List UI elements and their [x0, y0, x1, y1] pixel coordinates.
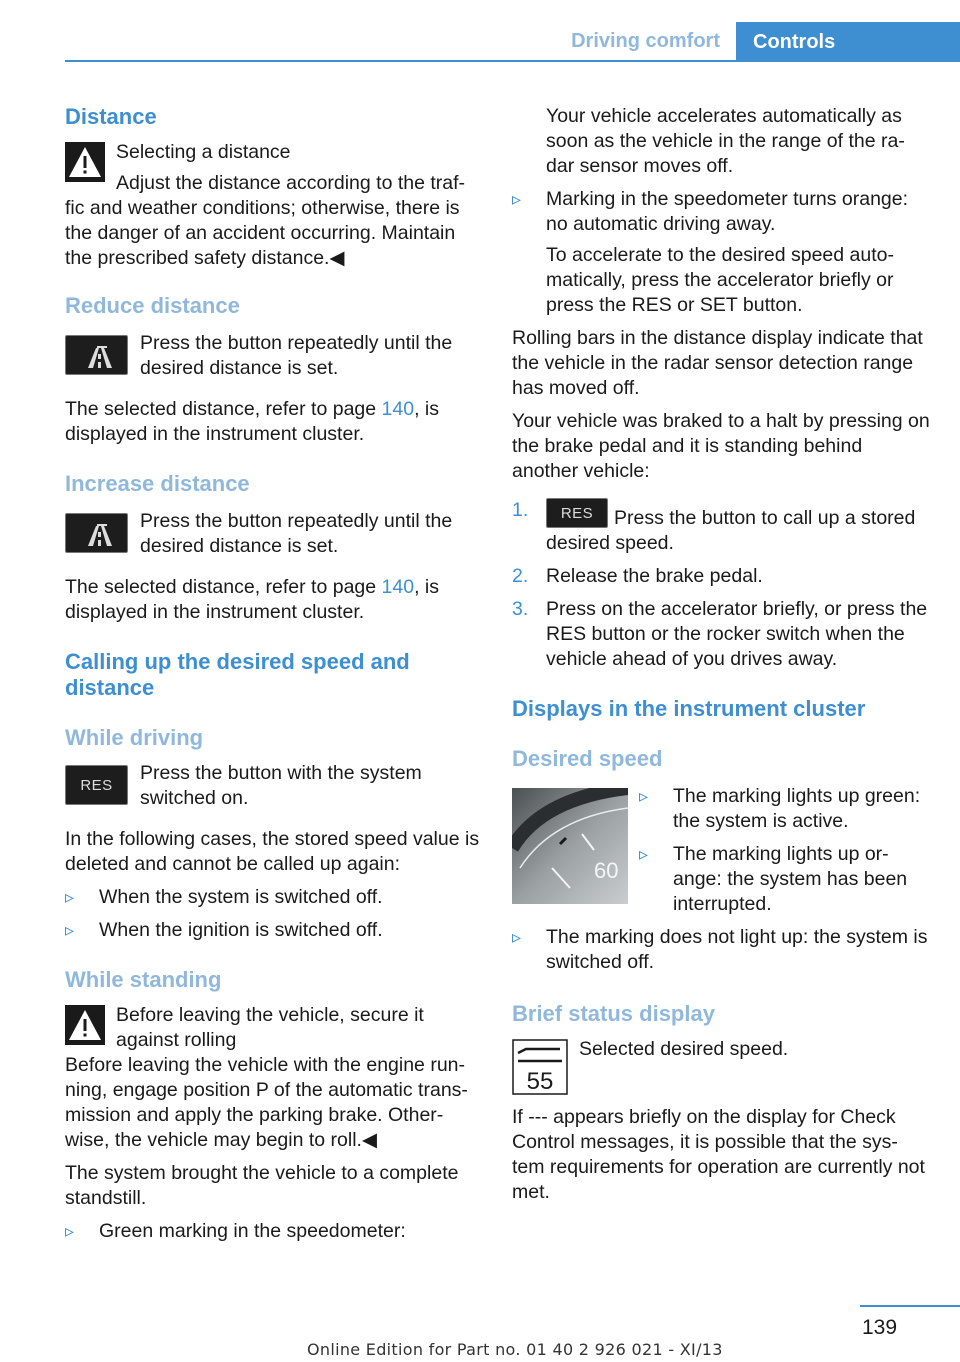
increase-heading: Increase distance — [65, 471, 250, 496]
reduce-ref-pre: The selected distance, refer to page — [65, 398, 382, 420]
warning-title: Before leaving the vehicle, secure it against rolling — [116, 1004, 424, 1051]
distance-icon — [66, 336, 129, 376]
warning-icon — [65, 1005, 105, 1045]
footer-rule — [860, 1305, 960, 1307]
increase-block — [65, 509, 480, 567]
distance-button-image — [65, 513, 128, 553]
edition-text: Online Edition for Part no. 01 40 2 926 021 - XI/13 — [307, 1340, 723, 1359]
standstill-list — [65, 1219, 480, 1244]
brief-block — [512, 1037, 932, 1099]
brief-heading: Brief status display — [512, 1001, 715, 1026]
increase-ref-post: , is displayed in the instrument cluster. — [65, 576, 439, 623]
warning-title: Selecting a distance — [116, 141, 291, 163]
speedo-value: 60 — [594, 858, 619, 883]
steps-list — [512, 498, 932, 672]
res-label: RES — [560, 504, 594, 522]
displays-heading: Displays in the instrument cluster — [512, 696, 866, 721]
list-item: ▹ When the ignition is switched off. — [65, 918, 480, 943]
warning-icon — [65, 142, 105, 182]
page-link[interactable]: 140 — [381, 576, 415, 598]
driving-block — [65, 761, 480, 819]
distance-button-image — [65, 335, 128, 375]
reduce-heading: Reduce distance — [65, 293, 240, 318]
cases-list — [65, 885, 480, 943]
distance-heading: Distance — [65, 104, 157, 129]
driving-heading: While driving — [65, 725, 204, 750]
list-item: ▹ The marking lights up green: the system is active. — [639, 784, 932, 834]
warning-distance — [65, 140, 480, 271]
rolling-text: Rolling bars in the distance display indicate that the vehicle in the radar sensor detection range has moved off. — [512, 327, 923, 399]
standing-heading: While standing — [65, 967, 222, 992]
cases-text: In the following cases, the stored speed value is deleted and cannot be called up again: — [65, 828, 480, 875]
warning-body: Adjust the distance according to the traf‐ fic and weather conditions; otherwise, there is the danger of an accident occurring. Maintain the prescribed safety distance.◀ — [65, 172, 466, 269]
speedometer-image — [512, 788, 628, 904]
list-item — [512, 597, 932, 672]
list-item: ▹ The marking does not light up: the system is switched off. — [512, 925, 932, 975]
step-text: Release the brake pedal. — [546, 565, 763, 587]
res-button-image — [546, 498, 608, 528]
marking-list — [639, 784, 932, 917]
list-item: ▹ When the system is switched off. — [65, 885, 480, 910]
reduce-text: Press the button repeatedly until the desired distance is set. — [140, 332, 453, 379]
step-text: Press on the accelerator briefly, or press the RES button or the rocker switch when the vehicle ahead of you drives away. — [546, 598, 928, 670]
orange-list — [512, 187, 932, 318]
list-item — [512, 564, 932, 589]
res-button-image — [65, 765, 128, 805]
standstill-text: The system brought the vehicle to a complete standstill. — [65, 1162, 459, 1209]
braked-text: Your vehicle was braked to a halt by pressing on the brake pedal and it is standing behind another vehicle: — [512, 410, 930, 482]
desired-block — [512, 784, 932, 917]
list-item — [512, 187, 932, 318]
left-column — [65, 100, 480, 1244]
page-link[interactable]: 140 — [381, 398, 415, 420]
increase-ref — [65, 575, 480, 625]
step-number: 2. — [512, 565, 529, 587]
check-text: If --- appears briefly on the display for Check Control messages, it is possible that the sys‐ tem requirements for operation are currently not met. — [512, 1106, 925, 1203]
desired-heading: Desired speed — [512, 746, 663, 771]
right-column — [512, 100, 932, 1205]
page-number: 139 — [862, 1316, 898, 1339]
header-rule — [65, 60, 960, 62]
warning-body: Before leaving the vehicle with the engine run‐ ning, engage position P of the automatic trans‐ mission and apply the parking brake. Other‐ wise, the vehicle may begin to roll.◀ — [65, 1054, 468, 1151]
orange-sub-text: To accelerate to the desired speed auto‐ matically, press the accelerator briefly or press the RES or SET button. — [546, 244, 894, 316]
section-title: Driving comfort — [571, 30, 720, 52]
brief-status-icon — [512, 1039, 568, 1095]
reduce-ref — [65, 397, 480, 447]
marking-off-list — [512, 925, 932, 975]
reduce-ref-post: , is displayed in the instrument cluster. — [65, 398, 439, 445]
increase-text: Press the button repeatedly until the desired distance is set. — [140, 510, 453, 557]
chapter-tab: Controls — [736, 22, 960, 62]
warning-rolling — [65, 1003, 480, 1053]
brief-value: 55 — [526, 1068, 554, 1095]
increase-ref-pre: The selected distance, refer to page — [65, 576, 382, 598]
list-item: ▹ The marking lights up or‐ ange: the system has been interrupted. — [639, 842, 932, 917]
accel-text: Your vehicle accelerates automatically as soon as the vehicle in the range of the ra‐ dar sensor moves off. — [546, 105, 905, 177]
reduce-block — [65, 331, 480, 389]
list-item — [512, 498, 932, 556]
brief-text: Selected desired speed. — [579, 1038, 789, 1060]
res-label: RES — [80, 776, 113, 794]
list-item: ▹ Green marking in the speedometer: — [65, 1219, 480, 1244]
step-text: Press the button to call up a stored desired speed. — [546, 507, 916, 554]
distance-icon — [66, 514, 129, 554]
calling-heading: Calling up the desired speed and distance — [65, 649, 410, 700]
orange-item-text: Marking in the speedometer turns orange: no automatic driving away. — [546, 188, 909, 235]
step-number: 3. — [512, 598, 529, 620]
step-number: 1. — [512, 499, 529, 521]
driving-text: Press the button with the system switched on. — [140, 762, 422, 809]
